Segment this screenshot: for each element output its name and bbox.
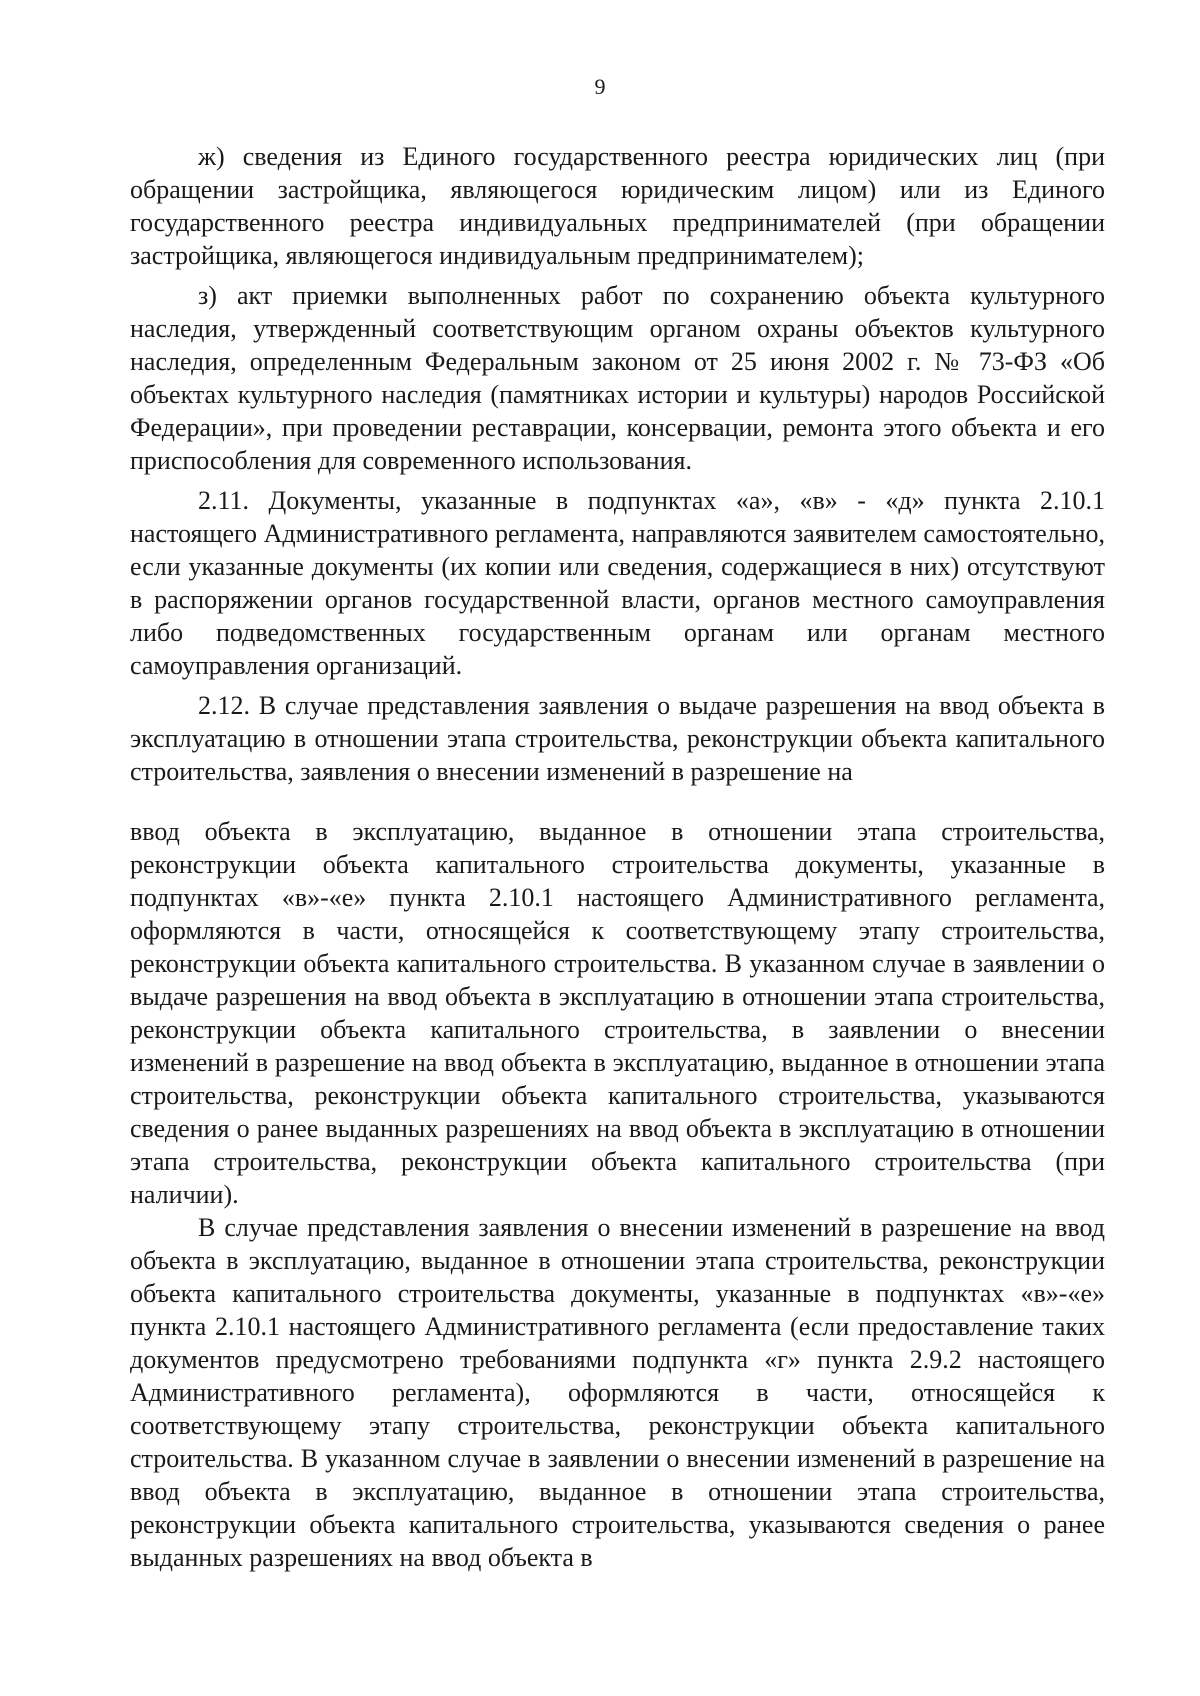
- paragraph-subitem-z: з) акт приемки выполненных работ по сохранению объекта культурного наследия, утвержденный соответствующим органом охраны объектов культурного наследия, определенным Федеральным законом от 25 июня 2002 г. № 73-ФЗ «Об объектах культурного наследия (памятниках истории и культуры) народов Российской Федерации», при проведении реставрации, консервации, ремонта этого объекта и его приспособления для современного использования.: [130, 281, 1105, 475]
- text-block-lower: [130, 815, 1105, 1574]
- paragraph-amendment-case: В случае представления заявления о внесении изменений в разрешение на ввод объекта в эксплуатацию, выданное в отношении этапа строительства, реконструкции объекта капитального строительства документы, указанные в подпунктах «в»-«е» пункта 2.10.1 настоящего Административного регламента (если предоставление таких документов предусмотрено требованиями подпункта «г» пункта 2.9.2 настоящего Административного регламента), оформляются в части, относящейся к соответствующему этапу строительства, реконструкции объекта капитального строительства. В указанном случае в заявлении о внесении изменений в разрешение на ввод объекта в эксплуатацию, выданное в отношении этапа строительства, реконструкции объекта капитального строительства, указываются сведения о ранее выданных разрешениях на ввод объекта в: [130, 1213, 1105, 1572]
- page-number: 9: [594, 74, 606, 99]
- paragraph-subitem-zh: ж) сведения из Единого государственного реестра юридических лиц (при обращении застройщика, являющегося юридическим лицом) или из Единого государственного реестра индивидуальных предпринимателей (при обращении застройщика, являющегося индивидуальным предпринимателем);: [130, 142, 1105, 270]
- paragraph-2-12-continuation: ввод объекта в эксплуатацию, выданное в отношении этапа строительства, реконструкции объекта капитального строительства документы, указанные в подпунктах «в»-«е» пункта 2.10.1 настоящего Административного регламента, оформляются в части, относящейся к соответствующему этапу строительства, реконструкции объекта капитального строительства. В указанном случае в заявлении о выдаче разрешения на ввод объекта в эксплуатацию в отношении этапа строительства, реконструкции объекта капитального строительства, в заявлении о внесении изменений в разрешение на ввод объекта в эксплуатацию, выданное в отношении этапа строительства, реконструкции объекта капитального строительства, указываются сведения о ранее выданных разрешениях на ввод объекта в эксплуатацию в отношении этапа строительства, реконструкции объекта капитального строительства (при наличии).: [130, 817, 1105, 1209]
- text-block-upper: [130, 140, 1105, 788]
- paragraph-2-12-start: 2.12. В случае представления заявления о выдаче разрешения на ввод объекта в эксплуатацию в отношении этапа строительства, реконструкции объекта капитального строительства, заявления о внесении изменений в разрешение на: [130, 691, 1105, 786]
- paragraph-2-11: 2.11. Документы, указанные в подпунктах «а», «в» - «д» пункта 2.10.1 настоящего Административного регламента, направляются заявителем самостоятельно, если указанные документы (их копии или сведения, содержащиеся в них) отсутствуют в распоряжении органов государственной власти, органов местного самоуправления либо подведомственных государственным органам или органам местного самоуправления организаций.: [130, 486, 1105, 680]
